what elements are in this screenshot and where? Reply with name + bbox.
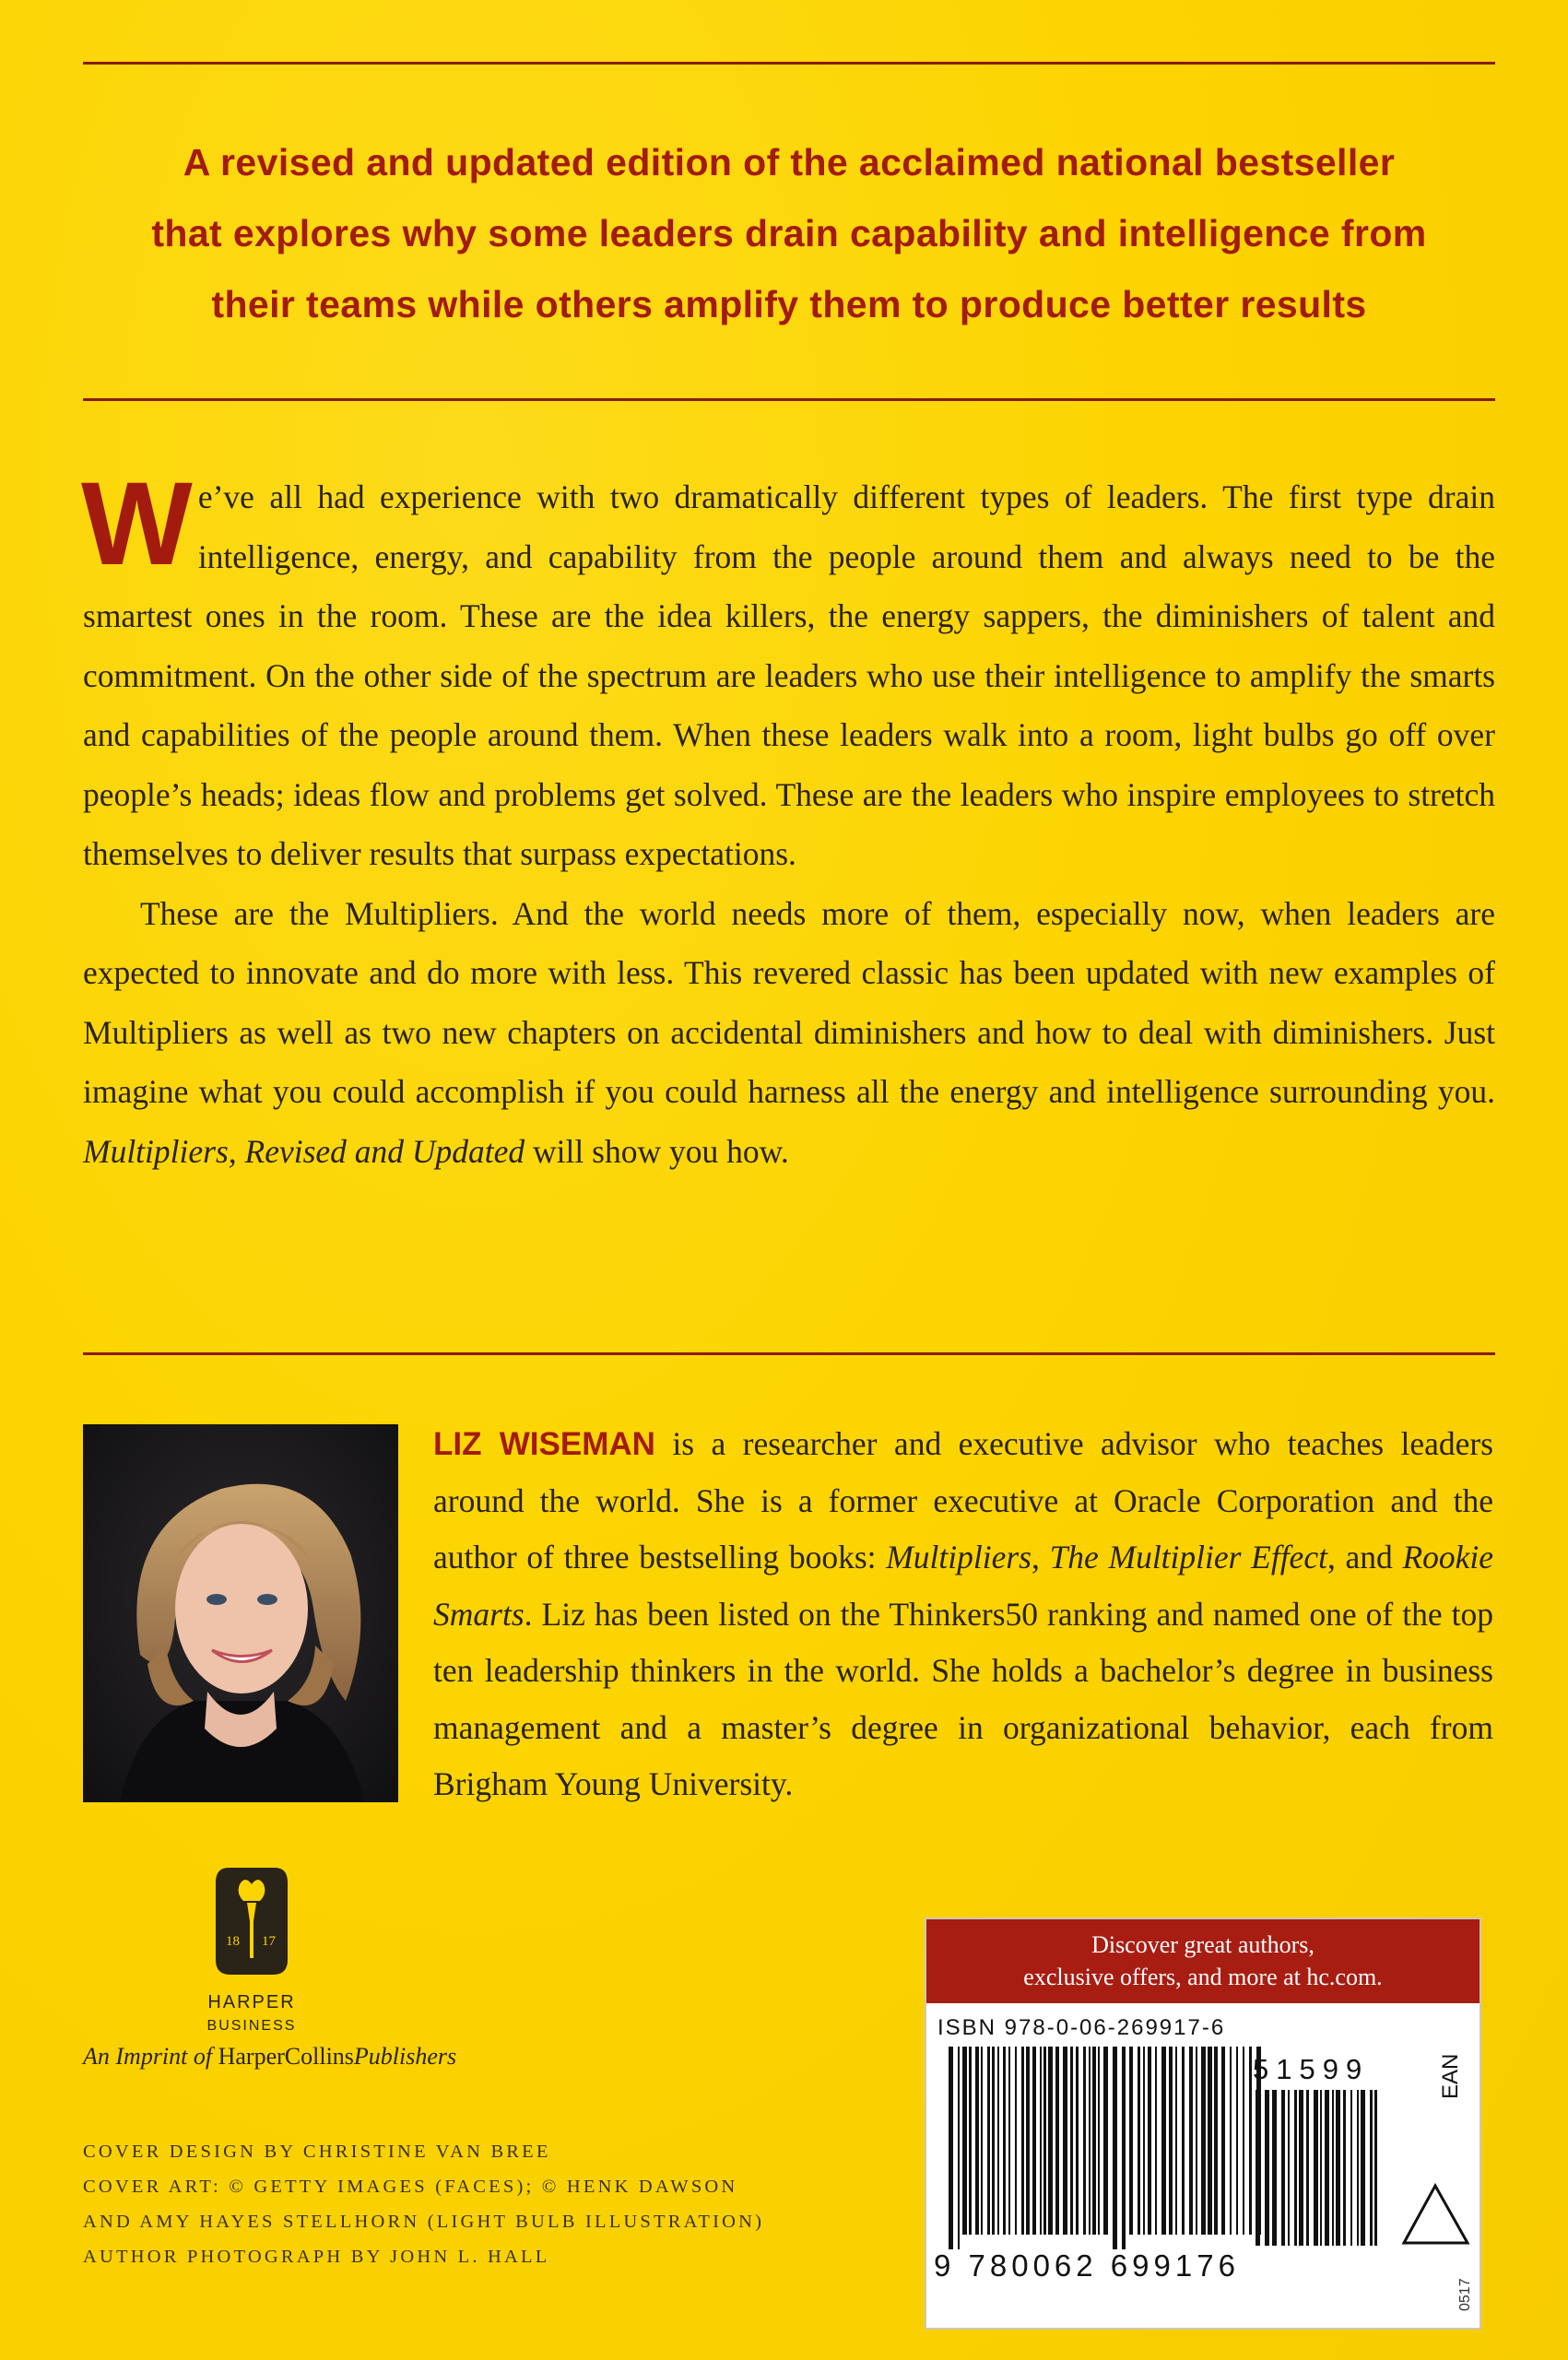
barcode-bar [962, 2047, 967, 2235]
tagline-bottom-rule [83, 398, 1495, 401]
barcode-bar [1048, 2047, 1053, 2235]
barcode-bar [975, 2047, 979, 2235]
barcode-bar [1063, 2047, 1067, 2235]
book-title: Multipliers [886, 1539, 1032, 1575]
credit-line: AUTHOR PHOTOGRAPH BY JOHN L. HALL [83, 2247, 550, 2267]
barcode-bar [1196, 2047, 1197, 2235]
barcode-bar [1320, 2090, 1322, 2246]
description-paragraph-2 [83, 884, 1495, 1182]
author-bio [433, 1416, 1493, 1813]
barcode-bar [1122, 2047, 1126, 2249]
logo-text-harper: HARPER [207, 1992, 296, 2012]
barcode-bar [1272, 2090, 1277, 2246]
barcode-bar [1299, 2090, 1303, 2246]
credit-line: AND AMY HAYES STELLHORN (LIGHT BULB ILLUSTRATION) [83, 2212, 765, 2232]
barcode-bar [992, 2047, 995, 2235]
logo-year-right: 17 [262, 1934, 276, 1949]
credit-line: COVER DESIGN BY CHRISTINE VAN BREE [83, 2142, 551, 2162]
publisher-logo [183, 1864, 321, 2038]
book-description [81, 458, 1495, 1181]
description-paragraph-1 [81, 458, 1495, 884]
barcode-bar [1236, 2047, 1238, 2235]
book-title: The Multiplier Effect [1049, 1539, 1327, 1575]
top-rule [83, 62, 1495, 65]
barcode-bar [1008, 2047, 1010, 2235]
barcode-bar [1370, 2090, 1373, 2246]
barcode-bar [1314, 2090, 1318, 2246]
barcode-bar [1098, 2047, 1100, 2235]
drop-cap: W [81, 458, 193, 590]
barcode-bar [1070, 2047, 1073, 2235]
barcode-bar [1032, 2047, 1036, 2235]
barcode-bar [1129, 2047, 1133, 2235]
barcode-bar [1201, 2047, 1206, 2235]
barcode-bar [1015, 2047, 1017, 2235]
barcode-bar [1230, 2047, 1232, 2235]
barcode-bar [1256, 2090, 1260, 2246]
author-photo-icon [83, 1424, 398, 1802]
barcode-bar [958, 2047, 960, 2249]
book-title: Rookie Smarts [433, 1539, 1494, 1633]
promo-line: Discover great authors, [1091, 1931, 1315, 1958]
barcode-bar [1357, 2090, 1359, 2246]
torch-logo-icon [212, 1864, 291, 1978]
barcode-bar [1350, 2090, 1352, 2246]
barcode-bar [1138, 2047, 1140, 2235]
barcode-bar [987, 2047, 990, 2235]
cover-credits [83, 2134, 764, 2274]
barcode-bar [1221, 2047, 1225, 2235]
imprint-suffix: Publishers [353, 2043, 457, 2070]
barcode-bar [1026, 2047, 1030, 2235]
barcode-bar [1083, 2047, 1086, 2235]
barcode-bar [1336, 2090, 1340, 2246]
barcode-bar [1214, 2047, 1218, 2235]
barcode-bar [1155, 2047, 1157, 2235]
paragraph-text: will show you how. [533, 1132, 789, 1170]
barcode-bar [1325, 2090, 1329, 2246]
barcode-bar [1103, 2047, 1108, 2235]
barcode-bar [1249, 2047, 1252, 2235]
barcode-bar [1175, 2047, 1177, 2235]
barcode-bar [1169, 2047, 1173, 2235]
separator: , and [1326, 1539, 1393, 1575]
imprint-line [83, 2043, 456, 2071]
separator: , [1031, 1539, 1040, 1575]
tagline [83, 127, 1495, 340]
imprint-name: HarperCollins [218, 2043, 354, 2070]
barcode-bar [1143, 2047, 1145, 2235]
barcode-bar [1182, 2047, 1185, 2235]
triangle-icon [1401, 2182, 1470, 2247]
description-bottom-rule [83, 1352, 1495, 1355]
tagline-line: that explores why some leaders drain capability and intelligence from [151, 212, 1427, 254]
barcode-bar [997, 2047, 999, 2235]
barcode-bar [1189, 2047, 1193, 2235]
barcode-bar [1113, 2047, 1117, 2249]
barcode-icon [947, 2047, 1265, 2249]
barcode-bar [1281, 2090, 1285, 2246]
logo-year-left: 18 [226, 1934, 240, 1949]
author-name: LIZ WISEMAN [433, 1426, 655, 1462]
addon-digits: 51599 [1253, 2053, 1370, 2085]
barcode-bar [1089, 2047, 1091, 2235]
credit-line: COVER ART: © GETTY IMAGES (FACES); © HENK DAWSON [83, 2177, 738, 2197]
author-photo [83, 1424, 398, 1802]
tagline-line: their teams while others amplify them to produce better results [211, 283, 1367, 325]
barcode-bar [1361, 2090, 1365, 2246]
barcode-bar [1161, 2047, 1166, 2235]
barcode-bar [1374, 2090, 1377, 2246]
barcode-bar [1288, 2090, 1290, 2246]
bio-text: is a researcher and executive advisor who teaches leaders around the world. She is a former executive at Oracle Corporation and the author of three bestselling books: [433, 1425, 1493, 1575]
book-title: Multipliers, Revised and Updated [83, 1132, 525, 1170]
barcode-bar [1243, 2047, 1244, 2235]
barcode-bar [1208, 2047, 1212, 2235]
barcode-bar [1265, 2090, 1269, 2246]
barcode-bar [1148, 2047, 1151, 2235]
promo-line: exclusive offers, and more at hc.com. [1023, 1964, 1383, 1990]
barcode-bar [981, 2047, 983, 2235]
ean-label: EAN [1438, 2053, 1463, 2099]
barcode-bar [1332, 2090, 1334, 2246]
tagline-line: A revised and updated edition of the acclaimed national bestseller [183, 141, 1396, 183]
bio-text: . Liz has been listed on the Thinkers50 ranking and named one of the top ten leadership thinkers in the world. She holds a bachelor’s degree in business management and a master’s degree in organizational behavior, each from Brigham Young University. [433, 1595, 1493, 1802]
barcode-bar [969, 2047, 972, 2235]
paragraph-text: These are the Multipliers. And the world needs more of them, especially now, when leaders are expected to innovate and do more with less. This revered classic has been updated with new examples of Multipliers as well as two new chapters on accidental diminishers and how to deal with diminishers. Just imagine what you could accomplish if you could harness all the energy and intelligence surrounding you. [83, 894, 1495, 1110]
barcode-bar [1076, 2047, 1079, 2235]
barcode-bar [1043, 2047, 1046, 2235]
barcode-bar [1021, 2047, 1024, 2235]
barcode-bar [1294, 2090, 1297, 2246]
barcode-bar [1306, 2090, 1309, 2246]
barcode-bar [1040, 2047, 1042, 2235]
barcode-bar [1055, 2047, 1059, 2235]
promo-banner [926, 1919, 1480, 2003]
barcode-box [925, 1918, 1481, 2330]
barcode-bar [1092, 2047, 1096, 2235]
barcode-bar [1003, 2047, 1006, 2235]
isbn-label: ISBN 978-0-06-269917-6 [937, 2015, 1226, 2040]
barcode-bar [949, 2047, 953, 2249]
imprint-prefix: An Imprint of [83, 2043, 213, 2070]
batch-code: 0517 [1457, 2278, 1473, 2311]
logo-text-business: BUSINESS [206, 2018, 297, 2034]
addon-barcode-icon [1254, 2090, 1383, 2260]
barcode-bar [1343, 2090, 1346, 2246]
barcode-digits: 9 780062 699176 [934, 2248, 1240, 2283]
paragraph-text: e’ve all had experience with two dramatically different types of leaders. The first type drain intelligence, energy, and capability from the people around them and always need to be the smartest ones in the room. These are the idea killers, the energy sappers, the diminishers of talent and commitment. On the other side of the spectrum are leaders who use their intelligence to amplify the smarts and capabilities of the people around them. When these leaders walk into a room, light bulbs go off over people’s heads; ideas flow and problems get solved. These are the leaders who inspire employees to stretch themselves to deliver results that surpass expectations. [83, 478, 1495, 872]
